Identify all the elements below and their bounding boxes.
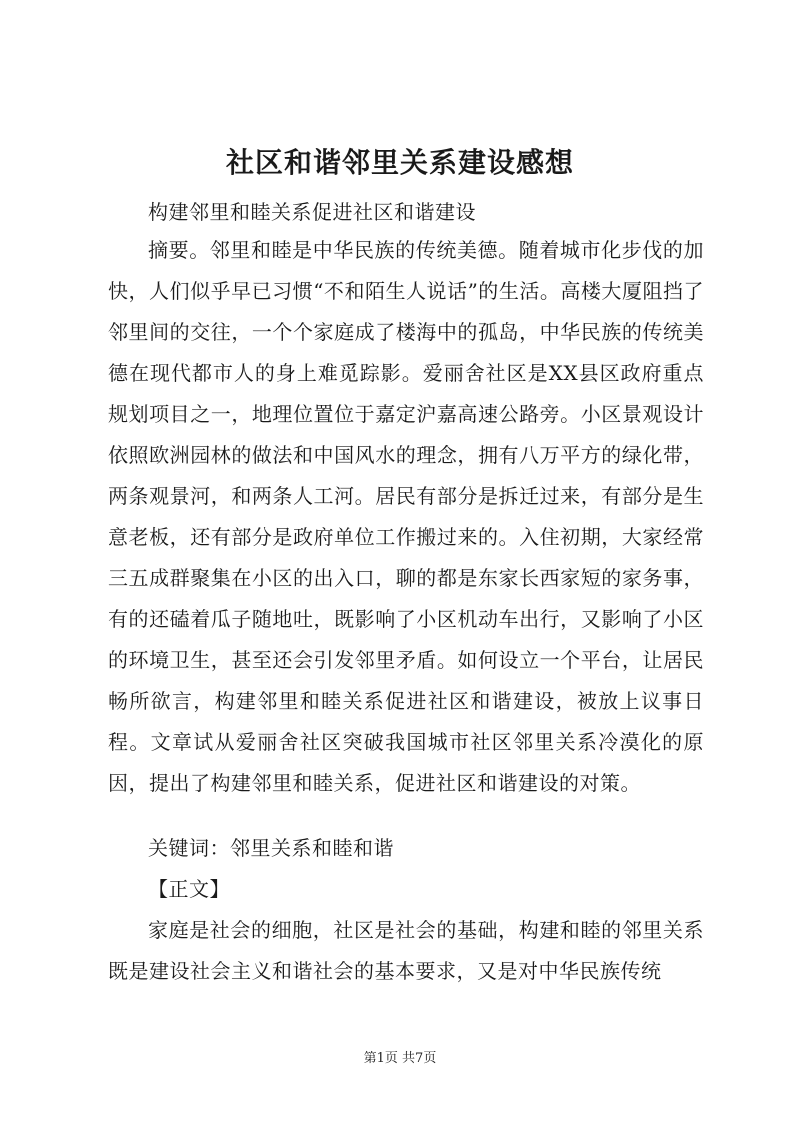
- page-footer: 第1页 共7页: [363, 1051, 437, 1066]
- subtitle-paragraph: 构建邻里和睦关系促进社区和谐建设: [148, 200, 476, 224]
- intro-paragraph: 家庭是社会的细胞，社区是社会的基础，构建和睦的邻里关系既是建设社会主义和谐社会的基本要求，又是对中华民族传统: [108, 918, 704, 983]
- document-title: 社区和谐邻里关系建设感想: [225, 146, 574, 179]
- abstract-paragraph: 摘要。邻里和睦是中华民族的传统美德。随着城市化步伐的加快，人们似乎早已习惯“不和陌生人说话”的生活。高楼大厦阻挡了邻里间的交往，一个个家庭成了楼海中的孤岛，中华民族的传统美德在现代都市人的身上难觅踪影。爱丽舍社区是XX县区政府重点规划项目之一，地理位置位于嘉定沪嘉高速公路旁。小区景观设计依照欧洲园林的做法和中国风水的理念，拥有八万平方的绿化带，两条观景河，和两条人工河。居民有部分是拆迁过来，有部分是生意老板，还有部分是政府单位工作搬过来的。入住初期，大家经常三五成群聚集在小区的出入口，聊的都是东家长西家短的家务事，有的还磕着瓜子随地吐，既影响了小区机动车出行，又影响了小区的环境卫生，甚至还会引发邻里矛盾。如何设立一个平台，让居民畅所欲言，构建邻里和睦关系促进社区和谐建设，被放上议事日程。文章试从爱丽舍社区突破我国城市社区邻里关系冷漠化的原因，提出了构建邻里和睦关系，促进社区和谐建设的对策。: [108, 238, 704, 795]
- section-heading: 【正文】: [148, 877, 230, 901]
- keywords-paragraph: 关键词：邻里关系和睦和谐: [148, 836, 394, 860]
